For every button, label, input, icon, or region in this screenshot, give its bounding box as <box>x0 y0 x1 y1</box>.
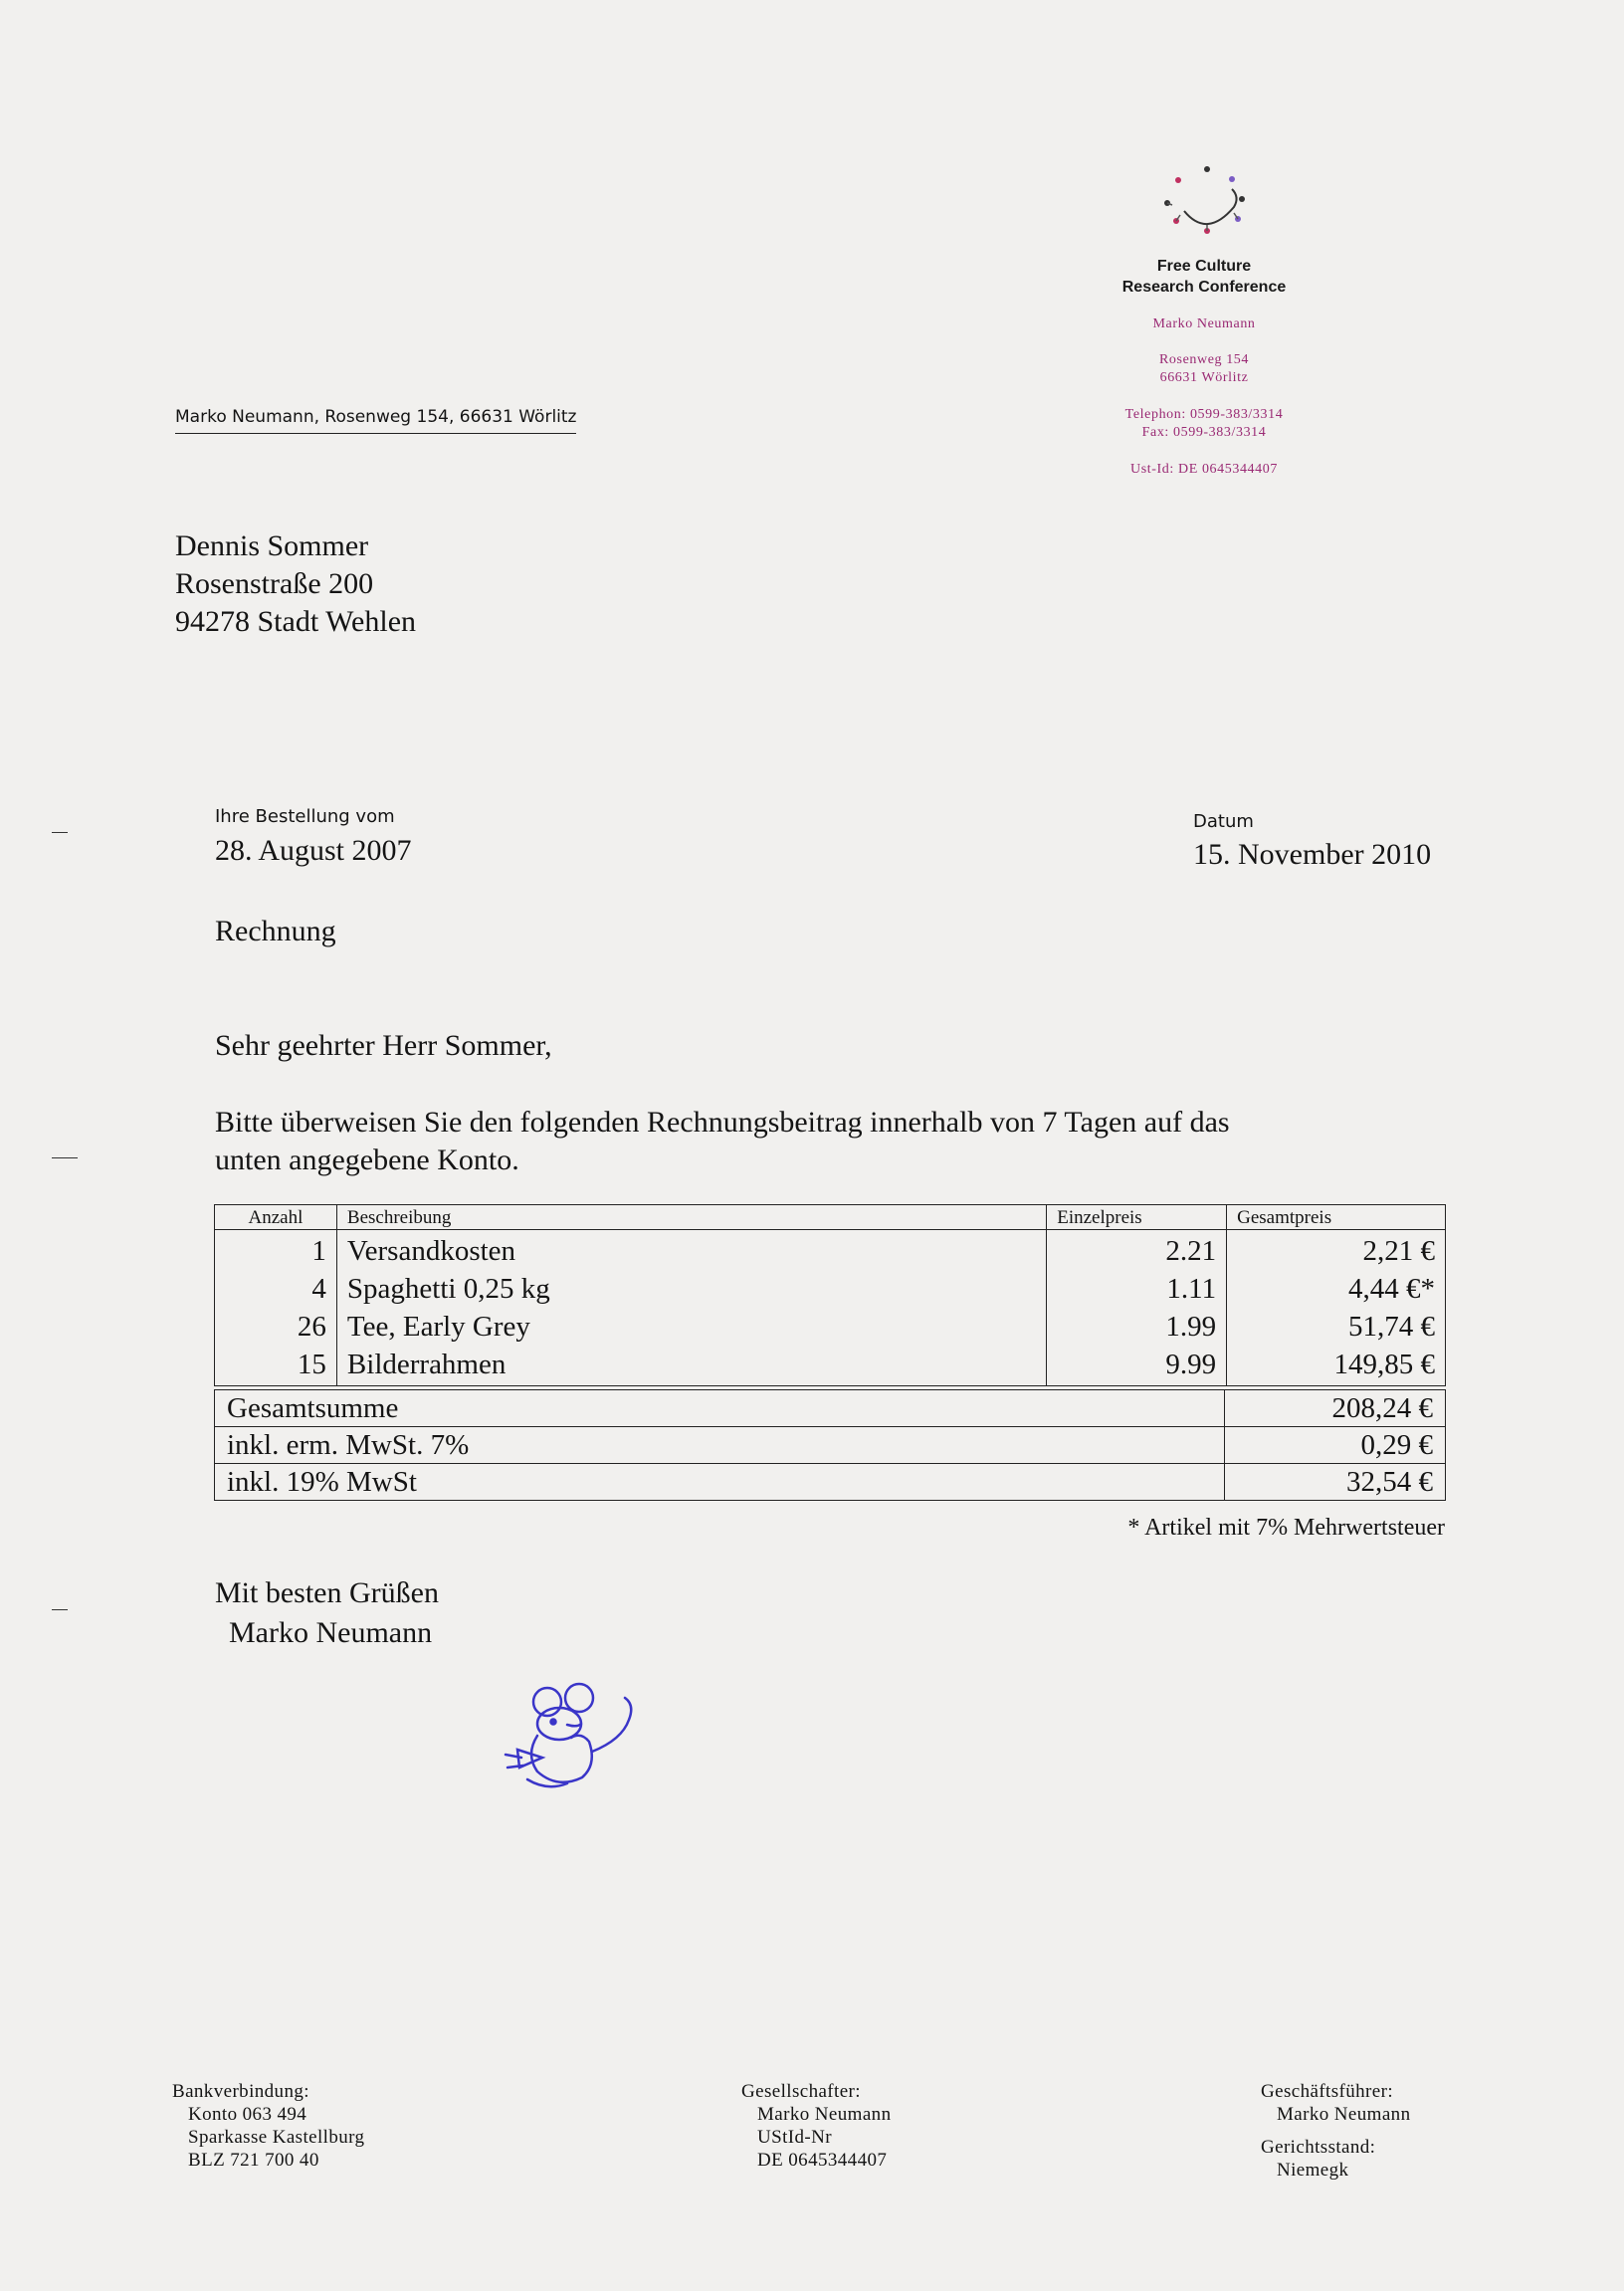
item-description: Bilderrahmen <box>336 1346 1046 1386</box>
footer-partners-name: Marko Neumann <box>757 2104 892 2125</box>
mouse-stamp-icon <box>498 1680 647 1799</box>
item-unit-price: 1.99 <box>1047 1308 1227 1346</box>
table-header-row <box>215 1205 1446 1230</box>
body-line-2: unten angegebene Konto. <box>215 1144 519 1176</box>
fold-mark-bottom <box>52 1609 68 1610</box>
vat-standard-value: 32,54 € <box>1225 1464 1446 1501</box>
invoice-date: 15. November 2010 <box>1193 838 1432 871</box>
item-unit-price: 2.21 <box>1047 1230 1227 1271</box>
recipient-address <box>175 527 416 641</box>
totals-row <box>215 1390 1446 1427</box>
vat-reduced-value: 0,29 € <box>1225 1427 1446 1464</box>
item-description: Versandkosten <box>336 1230 1046 1271</box>
table-row <box>215 1270 1446 1308</box>
totals-row <box>215 1427 1446 1464</box>
table-row <box>215 1308 1446 1346</box>
conference-logo-icon <box>1152 159 1262 239</box>
letterhead-street: Rosenweg 154 <box>1158 352 1250 367</box>
header-qty: Anzahl <box>215 1205 337 1230</box>
footer-partners-ustid: DE 0645344407 <box>757 2150 888 2171</box>
item-total: 149,85 € <box>1227 1346 1446 1386</box>
letterhead-city: 66631 Wörlitz <box>1159 370 1249 385</box>
table-row <box>215 1230 1446 1271</box>
vat-standard-label: inkl. 19% MwSt <box>215 1464 1225 1501</box>
fold-mark-top <box>52 832 68 833</box>
recipient-street: Rosenstraße 200 <box>175 567 374 600</box>
invoice-totals-table <box>214 1389 1446 1501</box>
footer-management <box>1261 2080 1410 2182</box>
vat-reduced-label: inkl. erm. MwSt. 7% <box>215 1427 1225 1464</box>
recipient-name: Dennis Sommer <box>175 529 369 562</box>
salutation: Sehr geehrter Herr Sommer, <box>215 1029 552 1062</box>
item-description: Tee, Early Grey <box>336 1308 1046 1346</box>
footer-court: Niemegk <box>1277 2160 1349 2181</box>
table-row <box>215 1346 1446 1386</box>
order-date: 28. August 2007 <box>215 834 412 867</box>
punch-mark <box>52 1157 78 1158</box>
footer-management-title: Geschäftsführer: <box>1261 2081 1394 2102</box>
subject: Rechnung <box>215 915 336 947</box>
total-label: Gesamtsumme <box>215 1390 1225 1427</box>
footer-bank-name: Sparkasse Kastellburg <box>188 2127 365 2148</box>
header-total-price: Gesamtpreis <box>1227 1205 1446 1230</box>
closing-name: Marko Neumann <box>229 1616 433 1649</box>
date-label: Datum <box>1193 811 1254 832</box>
invoice-items-table <box>214 1204 1446 1386</box>
item-qty: 26 <box>215 1308 337 1346</box>
sender-return-address: Marko Neumann, Rosenweg 154, 66631 Wörlitz <box>175 407 576 434</box>
letterhead-org-line1: Free Culture <box>1156 258 1252 275</box>
item-total: 51,74 € <box>1227 1308 1446 1346</box>
letterhead-name: Marko Neumann <box>1152 316 1256 331</box>
header-unit-price: Einzelpreis <box>1047 1205 1227 1230</box>
recipient-city: 94278 Stadt Wehlen <box>175 605 417 638</box>
letterhead-fax: Fax: 0599-383/3314 <box>1141 425 1267 440</box>
item-total: 2,21 € <box>1227 1230 1446 1271</box>
footer-bank-blz: BLZ 721 700 40 <box>188 2150 319 2171</box>
item-unit-price: 1.11 <box>1047 1270 1227 1308</box>
letterhead-ust-id: Ust-Id: DE 0645344407 <box>1130 462 1278 477</box>
order-date-label: Ihre Bestellung vom <box>215 806 395 827</box>
item-qty: 1 <box>215 1230 337 1271</box>
total-value: 208,24 € <box>1225 1390 1446 1427</box>
header-description: Beschreibung <box>336 1205 1046 1230</box>
footer-partners <box>741 2080 891 2172</box>
item-total: 4,44 €* <box>1227 1270 1446 1308</box>
table-footnote: * Artikel mit 7% Mehrwertsteuer <box>1127 1515 1445 1541</box>
totals-row <box>215 1464 1446 1501</box>
footer-partners-title: Gesellschafter: <box>741 2081 861 2102</box>
item-description: Spaghetti 0,25 kg <box>336 1270 1046 1308</box>
footer-court-title: Gerichtsstand: <box>1261 2137 1376 2158</box>
footer-bank-title: Bankverbindung: <box>172 2081 309 2102</box>
letterhead-org-line2: Research Conference <box>1121 279 1287 296</box>
closing-greeting: Mit besten Grüßen <box>215 1576 439 1609</box>
body-line-1: Bitte überweisen Sie den folgenden Rechnungsbeitrag innerhalb von 7 Tagen auf das <box>215 1106 1230 1139</box>
item-unit-price: 9.99 <box>1047 1346 1227 1386</box>
footer-bank-account: Konto 063 494 <box>188 2104 307 2125</box>
letterhead-telephone: Telephon: 0599-383/3314 <box>1124 407 1284 422</box>
footer-management-name: Marko Neumann <box>1277 2104 1411 2125</box>
footer-partners-ustid-label: UStId-Nr <box>757 2127 832 2148</box>
footer-bank <box>172 2080 364 2172</box>
item-qty: 4 <box>215 1270 337 1308</box>
item-qty: 15 <box>215 1346 337 1386</box>
